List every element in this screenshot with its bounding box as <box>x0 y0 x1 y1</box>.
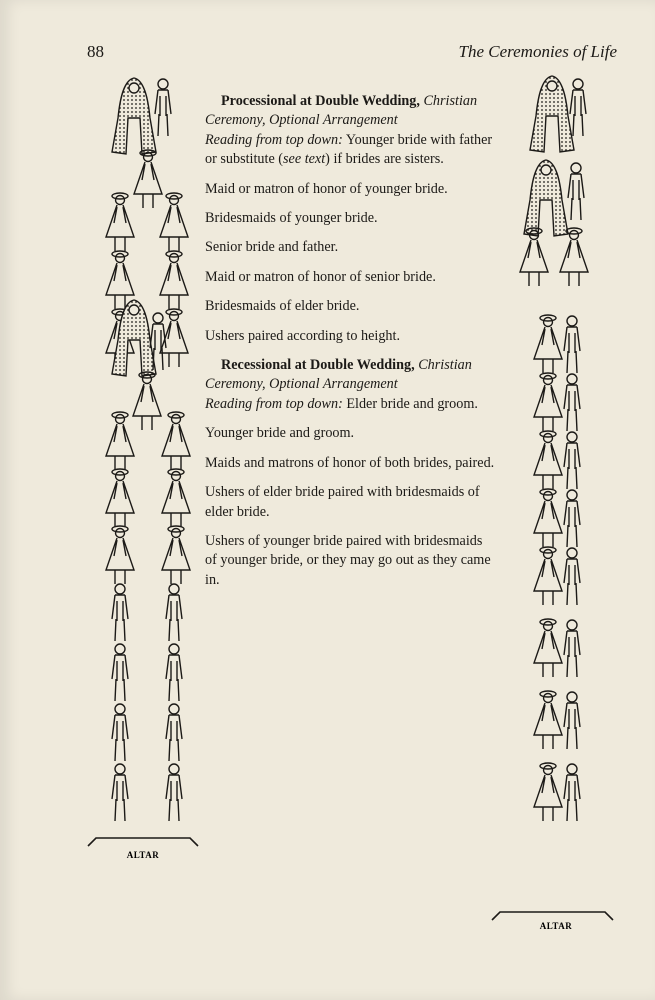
woman-figure <box>534 373 562 431</box>
processional-item: Ushers paired according to height. <box>205 327 401 344</box>
woman-figure <box>162 526 190 584</box>
man-figure <box>166 584 182 641</box>
man-figure <box>564 432 580 489</box>
woman-figure <box>534 691 562 749</box>
processional-subtitle: Christian Ceremony, Optional Arrangement <box>205 93 478 129</box>
man-figure <box>112 764 128 821</box>
recessional-item: Ushers of elder bride paired with bridesmaids of elder bride. <box>205 484 480 520</box>
woman-figure <box>534 619 562 677</box>
man-figure <box>564 764 580 821</box>
man-figure <box>564 692 580 749</box>
recessional-title: Recessional at Double Wedding, <box>221 357 415 374</box>
recessional-block <box>205 356 495 414</box>
man-figure <box>564 374 580 431</box>
man-figure <box>570 79 586 136</box>
recessional-item: Younger bride and groom. <box>205 425 355 442</box>
woman-figure <box>534 547 562 605</box>
woman-figure <box>534 489 562 547</box>
man-figure <box>155 79 171 136</box>
left-altar-label: ALTAR <box>126 850 160 860</box>
man-figure <box>568 163 584 220</box>
recessional-item: Maids and matrons of honor of both brides, paired. <box>205 454 495 471</box>
man-figure <box>112 644 128 701</box>
man-figure <box>166 764 182 821</box>
woman-figure <box>133 372 161 430</box>
processional-see-text: see text <box>283 151 326 168</box>
man-figure <box>564 548 580 605</box>
woman-figure <box>106 251 134 309</box>
processional-item: Maid or matron of honor of younger bride. <box>205 180 448 197</box>
recessional-item: Ushers of younger bride paired with bridesmaids of younger bride, or they may go out as they came in. <box>205 532 491 588</box>
woman-figure <box>162 469 190 527</box>
processional-item: Maid or matron of honor of senior bride. <box>205 268 436 285</box>
man-figure <box>564 490 580 547</box>
processional-reading-intro: Reading from top down: <box>205 131 343 148</box>
man-figure <box>564 316 580 373</box>
woman-figure <box>106 526 134 584</box>
running-head: The Ceremonies of Life <box>458 42 617 61</box>
processional-diagram <box>106 78 190 821</box>
woman-figure <box>162 412 190 470</box>
woman-figure <box>534 315 562 373</box>
man-figure <box>564 620 580 677</box>
recessional-line1: Elder bride and groom. <box>346 395 478 412</box>
bride-figure <box>524 160 568 236</box>
processional-title: Processional at Double Wedding, <box>221 93 420 109</box>
processional-item: Senior bride and father. <box>205 239 339 256</box>
page-number: 88 <box>87 42 104 61</box>
woman-figure <box>106 412 134 470</box>
bride-figure <box>530 76 574 152</box>
man-figure <box>112 704 128 761</box>
processional-line1-a: Younger bride with father or substitute ( <box>205 131 493 168</box>
recessional-subtitle: Christian Ceremony, Optional Arrangement <box>205 357 472 393</box>
left-altar <box>88 838 198 860</box>
processional-line1-b: ) if brides are sisters. <box>325 151 444 168</box>
woman-figure <box>534 763 562 821</box>
woman-figure <box>134 150 162 208</box>
right-altar <box>492 912 613 931</box>
caption-text <box>205 92 495 600</box>
man-figure <box>166 644 182 701</box>
man-figure <box>112 584 128 641</box>
woman-figure <box>520 228 548 286</box>
bride-figure <box>112 78 156 154</box>
woman-figure <box>106 469 134 527</box>
woman-figure <box>560 228 588 286</box>
processional-item: Bridesmaids of elder bride. <box>205 298 360 315</box>
recessional-diagram <box>520 76 588 821</box>
woman-figure <box>534 431 562 489</box>
woman-figure <box>160 193 188 251</box>
recessional-reading-intro: Reading from top down: <box>205 395 343 412</box>
processional-block <box>205 92 495 170</box>
right-altar-label: ALTAR <box>539 921 573 931</box>
processional-item: Bridesmaids of younger bride. <box>205 210 378 227</box>
woman-figure <box>106 193 134 251</box>
man-figure <box>166 704 182 761</box>
woman-figure <box>160 251 188 309</box>
